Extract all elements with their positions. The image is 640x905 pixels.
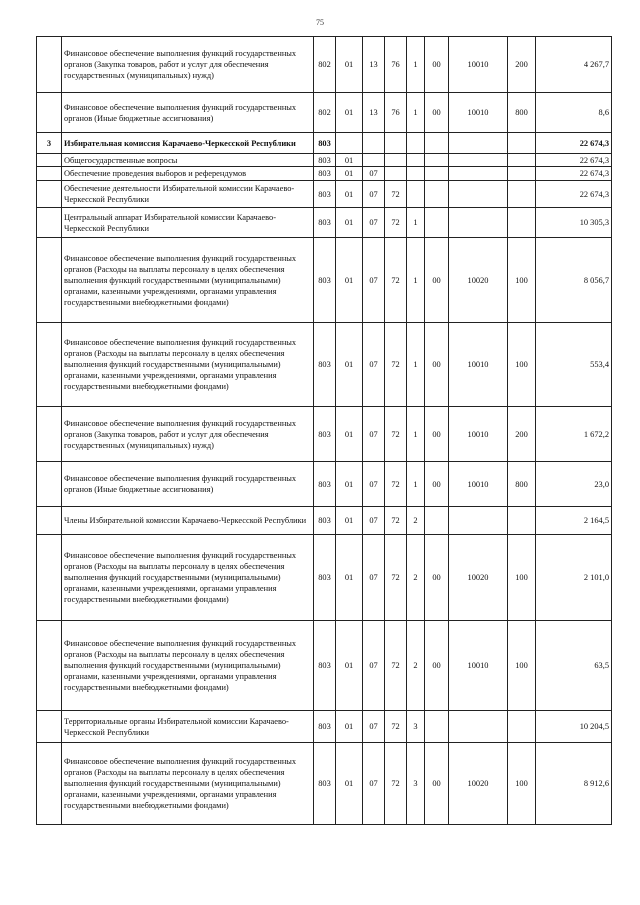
code-p2: 1 — [407, 238, 425, 323]
code-p1: 72 — [385, 711, 407, 743]
table-row — [37, 462, 612, 507]
row-amount: 2 101,0 — [536, 535, 612, 621]
code-ved: 803 — [314, 711, 336, 743]
code-rz — [336, 133, 363, 154]
code-vr: 100 — [508, 535, 536, 621]
code-pr: 07 — [363, 181, 385, 208]
table-row — [37, 621, 612, 711]
row-title: Обеспечение деятельности Избирательной комиссии Карачаево-Черкесской Республики — [62, 181, 314, 208]
code-p4 — [449, 711, 508, 743]
row-title: Финансовое обеспечение выполнения функций государственных органов (Расходы на выплаты персоналу в целях обеспечения выполнения функций государственными (муниципальными) органами, казенными учреждениями, органами управления государственными внебюджетными фондами) — [62, 535, 314, 621]
row-number — [37, 743, 62, 825]
row-number — [37, 711, 62, 743]
row-title: Финансовое обеспечение выполнения функций государственных органов (Расходы на выплаты персоналу в целях обеспечения выполнения функций государственными (муниципальными) органами, казенными учреждениями, органами управления государственными внебюджетными фондами) — [62, 238, 314, 323]
code-p3: 00 — [425, 462, 449, 507]
row-number — [37, 407, 62, 462]
code-p2: 2 — [407, 621, 425, 711]
code-p3 — [425, 154, 449, 167]
code-ved: 803 — [314, 462, 336, 507]
row-amount: 10 204,5 — [536, 711, 612, 743]
code-p3: 00 — [425, 621, 449, 711]
code-p4 — [449, 208, 508, 238]
code-p2: 2 — [407, 507, 425, 535]
code-rz: 01 — [336, 154, 363, 167]
code-vr: 200 — [508, 407, 536, 462]
code-pr: 07 — [363, 167, 385, 181]
code-pr: 13 — [363, 93, 385, 133]
row-number — [37, 535, 62, 621]
code-ved: 803 — [314, 167, 336, 181]
code-p3: 00 — [425, 238, 449, 323]
code-p3 — [425, 167, 449, 181]
row-title: Финансовое обеспечение выполнения функций государственных органов (Расходы на выплаты персоналу в целях обеспечения выполнения функций государственными (муниципальными) органами, казенными учреждениями, органами управления государственными внебюджетными фондами) — [62, 743, 314, 825]
code-p4: 10010 — [449, 621, 508, 711]
code-vr: 100 — [508, 238, 536, 323]
code-p3: 00 — [425, 93, 449, 133]
code-p1: 72 — [385, 743, 407, 825]
table-row — [37, 323, 612, 407]
code-ved: 803 — [314, 323, 336, 407]
code-pr: 07 — [363, 208, 385, 238]
code-rz: 01 — [336, 621, 363, 711]
code-vr: 200 — [508, 37, 536, 93]
row-amount: 10 305,3 — [536, 208, 612, 238]
code-pr — [363, 154, 385, 167]
row-title: Финансовое обеспечение выполнения функций государственных органов (Расходы на выплаты персоналу в целях обеспечения выполнения функций государственными (муниципальными) органами, казенными учреждениями, органами управления государственными внебюджетными фондами) — [62, 621, 314, 711]
code-rz: 01 — [336, 711, 363, 743]
code-p2 — [407, 181, 425, 208]
row-number — [37, 323, 62, 407]
code-rz: 01 — [336, 181, 363, 208]
code-p2 — [407, 167, 425, 181]
row-title: Финансовое обеспечение выполнения функций государственных органов (Расходы на выплаты персоналу в целях обеспечения выполнения функций государственными (муниципальными) органами, казенными учреждениями, органами управления государственными внебюджетными фондами) — [62, 323, 314, 407]
row-number — [37, 507, 62, 535]
row-amount: 63,5 — [536, 621, 612, 711]
row-amount: 553,4 — [536, 323, 612, 407]
page-number: 75 — [316, 18, 324, 27]
code-pr: 13 — [363, 37, 385, 93]
code-rz: 01 — [336, 37, 363, 93]
table-row — [37, 208, 612, 238]
code-vr: 800 — [508, 93, 536, 133]
code-p1: 72 — [385, 507, 407, 535]
row-number — [37, 238, 62, 323]
table-row — [37, 181, 612, 208]
code-vr — [508, 711, 536, 743]
code-p1: 76 — [385, 93, 407, 133]
code-rz: 01 — [336, 743, 363, 825]
code-p1: 72 — [385, 462, 407, 507]
code-p3: 00 — [425, 323, 449, 407]
row-amount: 22 674,3 — [536, 181, 612, 208]
row-number — [37, 462, 62, 507]
row-title: Территориальные органы Избирательной комиссии Карачаево-Черкесской Республики — [62, 711, 314, 743]
table-row — [37, 535, 612, 621]
code-rz: 01 — [336, 238, 363, 323]
table-row — [37, 407, 612, 462]
row-title: Обеспечение проведения выборов и референдумов — [62, 167, 314, 181]
code-pr: 07 — [363, 621, 385, 711]
code-p2: 1 — [407, 407, 425, 462]
code-p1: 76 — [385, 37, 407, 93]
table-row — [37, 507, 612, 535]
code-pr: 07 — [363, 507, 385, 535]
row-number — [37, 621, 62, 711]
code-p2: 3 — [407, 711, 425, 743]
code-vr — [508, 167, 536, 181]
code-p4: 10010 — [449, 37, 508, 93]
code-pr: 07 — [363, 743, 385, 825]
row-title: Финансовое обеспечение выполнения функций государственных органов (Закупка товаров, работ и услуг для обеспечения государственных (муниципальных) нужд) — [62, 407, 314, 462]
code-p3 — [425, 507, 449, 535]
code-ved: 803 — [314, 535, 336, 621]
row-title: Общегосударственные вопросы — [62, 154, 314, 167]
table-row — [37, 167, 612, 181]
row-amount: 8,6 — [536, 93, 612, 133]
code-ved: 803 — [314, 407, 336, 462]
row-amount: 1 672,2 — [536, 407, 612, 462]
code-p3: 00 — [425, 535, 449, 621]
code-p1: 72 — [385, 323, 407, 407]
code-p2 — [407, 133, 425, 154]
code-p4 — [449, 167, 508, 181]
code-rz: 01 — [336, 323, 363, 407]
code-p4: 10010 — [449, 323, 508, 407]
code-vr — [508, 154, 536, 167]
code-rz: 01 — [336, 208, 363, 238]
code-p3 — [425, 181, 449, 208]
row-amount: 23,0 — [536, 462, 612, 507]
row-number — [37, 167, 62, 181]
code-vr — [508, 133, 536, 154]
code-p3: 00 — [425, 37, 449, 93]
code-rz: 01 — [336, 535, 363, 621]
code-rz: 01 — [336, 507, 363, 535]
table-row — [37, 93, 612, 133]
code-p3: 00 — [425, 743, 449, 825]
table-row — [37, 37, 612, 93]
code-vr — [508, 208, 536, 238]
code-pr: 07 — [363, 535, 385, 621]
row-number: 3 — [37, 133, 62, 154]
code-ved: 803 — [314, 133, 336, 154]
code-rz: 01 — [336, 93, 363, 133]
code-vr: 100 — [508, 323, 536, 407]
code-rz: 01 — [336, 407, 363, 462]
code-p4 — [449, 507, 508, 535]
code-vr — [508, 507, 536, 535]
code-p2: 1 — [407, 93, 425, 133]
row-title: Члены Избирательной комиссии Карачаево-Черкесской Республики — [62, 507, 314, 535]
code-ved: 802 — [314, 93, 336, 133]
row-amount: 22 674,3 — [536, 154, 612, 167]
code-p1 — [385, 133, 407, 154]
code-pr: 07 — [363, 323, 385, 407]
code-p2 — [407, 154, 425, 167]
row-amount: 22 674,3 — [536, 133, 612, 154]
code-ved: 803 — [314, 621, 336, 711]
code-p4: 10020 — [449, 743, 508, 825]
code-p2: 1 — [407, 462, 425, 507]
row-number — [37, 181, 62, 208]
code-p4 — [449, 133, 508, 154]
code-p4: 10020 — [449, 535, 508, 621]
code-p1 — [385, 167, 407, 181]
table-row — [37, 133, 612, 154]
row-number — [37, 93, 62, 133]
code-p2: 1 — [407, 37, 425, 93]
row-title: Финансовое обеспечение выполнения функций государственных органов (Иные бюджетные ассигнования) — [62, 93, 314, 133]
table-row — [37, 743, 612, 825]
code-p1: 72 — [385, 181, 407, 208]
code-p1: 72 — [385, 407, 407, 462]
row-number — [37, 154, 62, 167]
row-amount: 22 674,3 — [536, 167, 612, 181]
table-row — [37, 711, 612, 743]
code-pr — [363, 133, 385, 154]
code-vr: 100 — [508, 621, 536, 711]
code-p2: 1 — [407, 208, 425, 238]
row-title: Финансовое обеспечение выполнения функций государственных органов (Закупка товаров, работ и услуг для обеспечения государственных (муниципальных) нужд) — [62, 37, 314, 93]
code-p1: 72 — [385, 621, 407, 711]
code-p4 — [449, 181, 508, 208]
code-p3 — [425, 208, 449, 238]
code-pr: 07 — [363, 407, 385, 462]
budget-table — [36, 36, 612, 825]
table-row — [37, 238, 612, 323]
code-pr: 07 — [363, 238, 385, 323]
row-title: Финансовое обеспечение выполнения функций государственных органов (Иные бюджетные ассигнования) — [62, 462, 314, 507]
code-vr — [508, 181, 536, 208]
row-amount: 8 912,6 — [536, 743, 612, 825]
row-number — [37, 37, 62, 93]
table-row — [37, 154, 612, 167]
code-p4: 10010 — [449, 93, 508, 133]
code-ved: 803 — [314, 507, 336, 535]
code-ved: 802 — [314, 37, 336, 93]
row-title: Центральный аппарат Избирательной комиссии Карачаево-Черкесской Республики — [62, 208, 314, 238]
row-amount: 4 267,7 — [536, 37, 612, 93]
code-ved: 803 — [314, 238, 336, 323]
code-p1: 72 — [385, 238, 407, 323]
code-pr: 07 — [363, 462, 385, 507]
code-p2: 1 — [407, 323, 425, 407]
code-rz: 01 — [336, 462, 363, 507]
code-rz: 01 — [336, 167, 363, 181]
code-p1: 72 — [385, 208, 407, 238]
row-amount: 2 164,5 — [536, 507, 612, 535]
code-p2: 3 — [407, 743, 425, 825]
code-vr: 800 — [508, 462, 536, 507]
code-ved: 803 — [314, 743, 336, 825]
code-ved: 803 — [314, 208, 336, 238]
code-p4 — [449, 154, 508, 167]
row-title: Избирательная комиссия Карачаево-Черкесской Республики — [62, 133, 314, 154]
code-p4: 10010 — [449, 462, 508, 507]
code-ved: 803 — [314, 181, 336, 208]
code-ved: 803 — [314, 154, 336, 167]
row-number — [37, 208, 62, 238]
row-amount: 8 056,7 — [536, 238, 612, 323]
code-p3: 00 — [425, 407, 449, 462]
code-p3 — [425, 711, 449, 743]
code-p1: 72 — [385, 535, 407, 621]
code-p1 — [385, 154, 407, 167]
code-p4: 10010 — [449, 407, 508, 462]
code-p3 — [425, 133, 449, 154]
code-pr: 07 — [363, 711, 385, 743]
code-p2: 2 — [407, 535, 425, 621]
code-p4: 10020 — [449, 238, 508, 323]
code-vr: 100 — [508, 743, 536, 825]
